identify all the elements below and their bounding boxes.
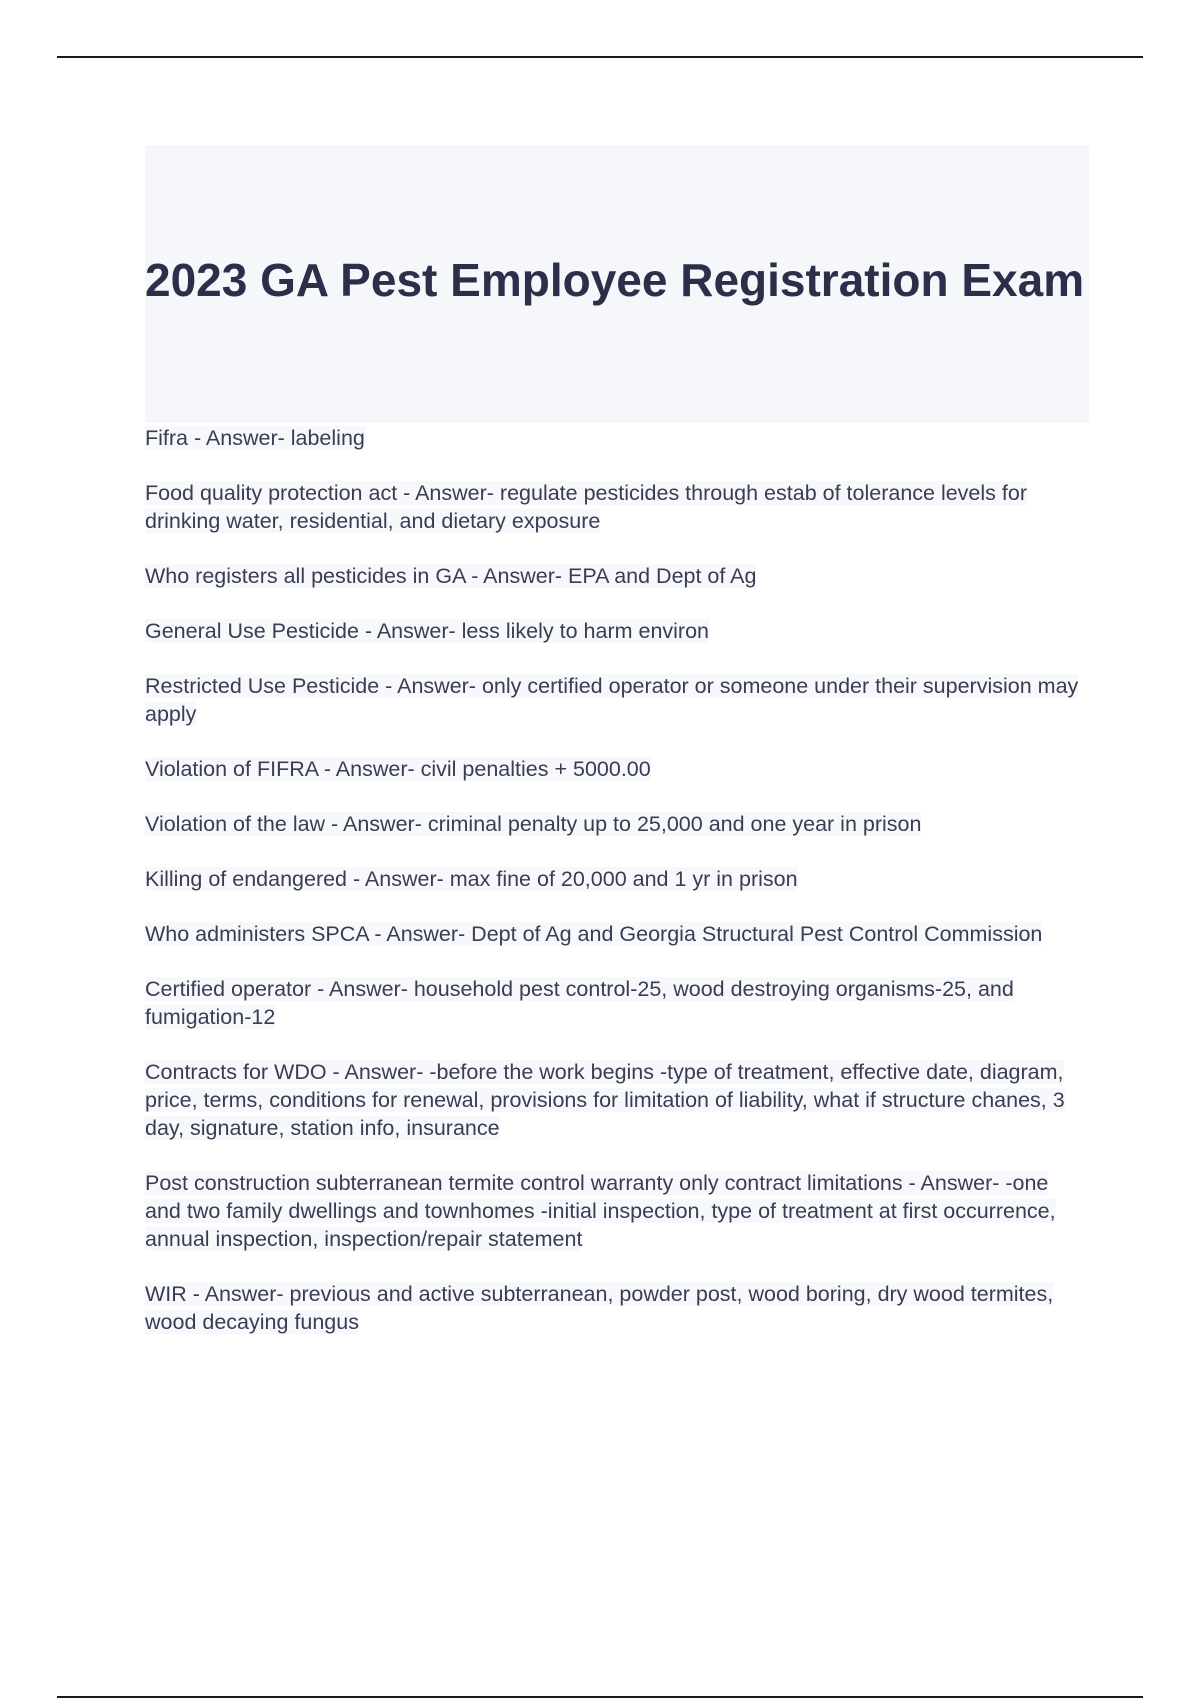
- qa-item-text: Violation of the law - Answer- criminal penalty up to 25,000 and one year in prison: [145, 812, 922, 836]
- bottom-divider: [57, 1696, 1143, 1698]
- qa-item-text: WIR - Answer- previous and active subterranean, powder post, wood boring, dry wood termites, wood decaying fungus: [145, 1282, 1054, 1334]
- qa-item-text: Fifra - Answer- labeling: [145, 426, 365, 450]
- qa-item: [145, 865, 1085, 893]
- qa-item: [145, 1280, 1085, 1336]
- qa-item-text: Contracts for WDO - Answer- -before the work begins -type of treatment, effective date, diagram, price, terms, conditions for renewal, provisions for limitation of liability, what if structure chanes, 3 day, signature, station info, insurance: [145, 1060, 1065, 1140]
- qa-item-text: Food quality protection act - Answer- regulate pesticides through estab of tolerance levels for drinking water, residential, and dietary exposure: [145, 481, 1027, 533]
- qa-item: [145, 424, 1085, 452]
- qa-item: [145, 810, 1085, 838]
- qa-item-text: Certified operator - Answer- household pest control-25, wood destroying organisms-25, and fumigation-12: [145, 977, 1014, 1029]
- qa-item-text: Post construction subterranean termite control warranty only contract limitations - Answer- -one and two family dwellings and townhomes -initial inspection, type of treatment at first occurrence, annual inspection, inspection/repair statement: [145, 1171, 1056, 1251]
- qa-item-text: Violation of FIFRA - Answer- civil penalties + 5000.00: [145, 757, 651, 781]
- qa-item: [145, 755, 1085, 783]
- qa-item: [145, 920, 1085, 948]
- qa-item: [145, 479, 1085, 535]
- qa-item-text: Killing of endangered - Answer- max fine of 20,000 and 1 yr in prison: [145, 867, 798, 891]
- page-title: 2023 GA Pest Employee Registration Exam: [145, 254, 1085, 306]
- qa-item: [145, 617, 1085, 645]
- qa-item: [145, 975, 1085, 1031]
- qa-item-text: Who administers SPCA - Answer- Dept of Ag and Georgia Structural Pest Control Commission: [145, 922, 1043, 946]
- qa-item: [145, 672, 1085, 728]
- top-divider: [57, 56, 1143, 58]
- qa-item: [145, 1169, 1085, 1253]
- qa-item-text: General Use Pesticide - Answer- less likely to harm environ: [145, 619, 709, 643]
- qa-item: [145, 562, 1085, 590]
- qa-item-text: Who registers all pesticides in GA - Answer- EPA and Dept of Ag: [145, 564, 757, 588]
- qa-list: [145, 424, 1085, 1363]
- qa-item: [145, 1058, 1085, 1142]
- qa-item-text: Restricted Use Pesticide - Answer- only certified operator or someone under their supervision may apply: [145, 674, 1079, 726]
